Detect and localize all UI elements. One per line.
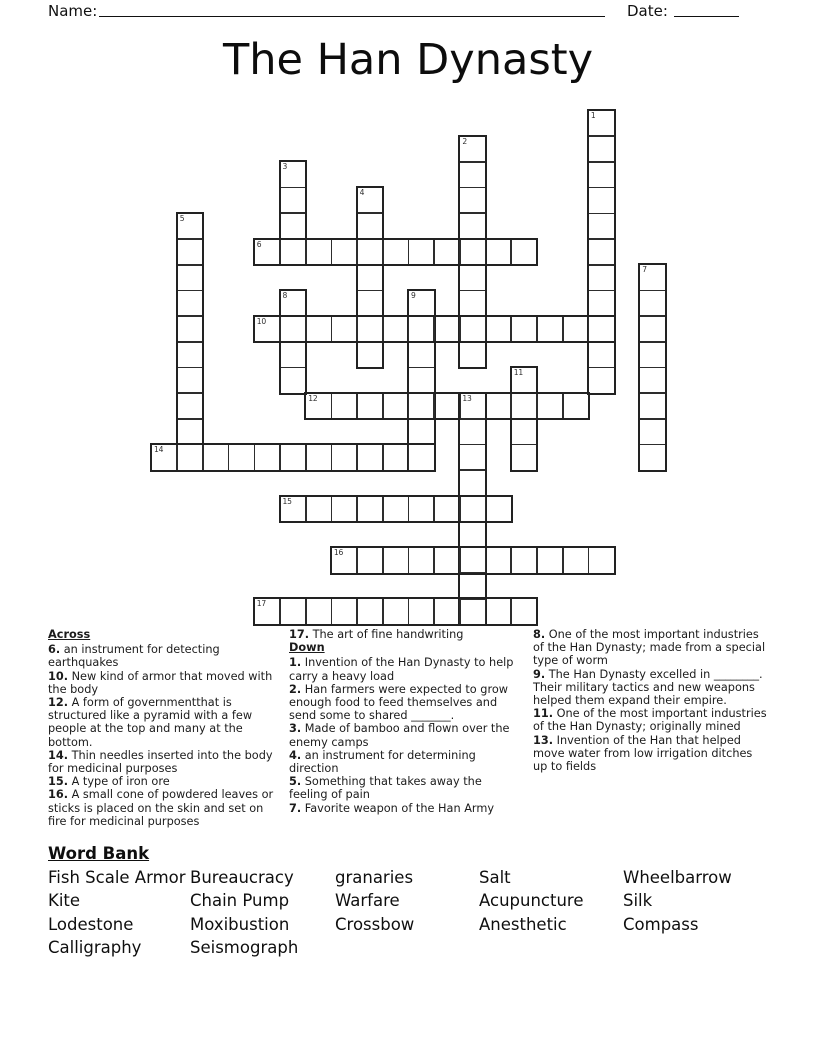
clue-number: 11. xyxy=(533,707,554,721)
word-bank-word: Seismograph xyxy=(190,937,299,957)
cell-divider xyxy=(589,264,614,266)
cell-number-5: 5 xyxy=(179,213,185,223)
cell-divider xyxy=(459,497,461,522)
clue-2: 2. Han farmers were expected to grow enough food to feed themselves and send some to shared _______. xyxy=(289,682,509,723)
cell-divider xyxy=(433,599,435,624)
clue-number: 10. xyxy=(48,669,69,683)
cell-divider xyxy=(305,240,307,265)
cell-divider xyxy=(589,290,614,292)
cell-number-7: 7 xyxy=(642,265,647,275)
cell-divider xyxy=(459,599,461,624)
cell-divider xyxy=(305,445,307,470)
cell-divider xyxy=(589,367,614,369)
cell-divider xyxy=(331,599,333,624)
cell-number-2: 2 xyxy=(462,136,468,146)
cell-divider xyxy=(331,240,333,265)
cell-divider xyxy=(408,497,410,522)
name-blank-line[interactable] xyxy=(99,1,605,17)
clues-heading-across: Across xyxy=(48,628,91,641)
word-5-down[interactable] xyxy=(176,212,205,472)
cell-divider xyxy=(305,317,307,342)
word-bank-word: Calligraphy xyxy=(48,937,142,957)
clue-7: 7. Favorite weapon of the Han Army xyxy=(289,801,495,815)
cell-divider xyxy=(536,548,538,573)
cell-number-13: 13 xyxy=(462,393,472,403)
cell-divider xyxy=(382,240,384,265)
cell-divider xyxy=(356,497,358,522)
cell-divider xyxy=(640,444,665,446)
word-bank-heading: Word Bank xyxy=(48,844,150,863)
cell-divider xyxy=(176,445,178,470)
cell-number-12: 12 xyxy=(308,393,318,403)
cell-divider xyxy=(460,187,485,189)
cell-divider xyxy=(640,341,665,343)
date-label: Date: xyxy=(627,2,668,20)
clue-10: 10. New kind of armor that moved with the body xyxy=(48,669,273,696)
clue-4: 4. an instrument for determining direction xyxy=(289,748,476,776)
clue-number: 15. xyxy=(48,775,69,789)
cell-divider xyxy=(485,240,487,265)
cell-divider xyxy=(228,445,230,470)
clue-6: 6. an instrument for detecting earthquakes xyxy=(48,643,220,670)
cell-divider xyxy=(510,394,512,419)
cell-divider xyxy=(562,548,564,573)
cell-divider xyxy=(178,315,203,317)
cell-divider xyxy=(408,548,410,573)
name-label: Name: xyxy=(48,2,98,20)
cell-divider xyxy=(281,212,306,214)
cell-divider xyxy=(460,418,485,420)
cell-divider xyxy=(408,445,410,470)
cell-divider xyxy=(356,445,358,470)
cell-divider xyxy=(356,599,358,624)
word-bank-word: Salt xyxy=(479,868,511,887)
cell-divider xyxy=(433,394,435,419)
cell-divider xyxy=(589,238,614,240)
cell-divider xyxy=(382,317,384,342)
cell-divider xyxy=(536,394,538,419)
cell-divider xyxy=(356,317,358,342)
word-bank-word: Anesthetic xyxy=(479,914,567,934)
cell-divider xyxy=(408,240,410,265)
cell-divider xyxy=(356,240,358,265)
cell-divider xyxy=(382,394,384,419)
cell-divider xyxy=(640,315,665,317)
clue-13: 13. Invention of the Han that helped move water from low irrigation ditches up to fields xyxy=(533,733,753,774)
cell-divider xyxy=(460,444,485,446)
cell-number-10: 10 xyxy=(256,316,267,326)
cell-divider xyxy=(459,317,461,342)
clue-16: 16. A small cone of powdered leaves or sticks is placed on the skin and set on fire for medicinal purposes xyxy=(48,788,274,828)
clue-number: 14. xyxy=(48,748,69,762)
cell-number-1: 1 xyxy=(590,111,596,120)
cell-divider xyxy=(382,497,384,522)
clues-column-2 xyxy=(289,628,522,815)
word-bank-word: Silk xyxy=(623,891,653,911)
word-10-across[interactable] xyxy=(253,315,616,344)
cell-divider xyxy=(589,161,614,163)
cell-divider xyxy=(562,317,564,342)
cell-divider xyxy=(382,599,384,624)
cell-divider xyxy=(331,394,333,419)
cell-divider xyxy=(460,161,485,163)
word-16-across[interactable] xyxy=(330,546,616,575)
word-14-across[interactable] xyxy=(150,443,436,472)
cell-divider xyxy=(178,238,203,240)
cell-divider xyxy=(281,367,306,369)
clue-14: 14. Thin needles inserted into the body for medicinal purposes xyxy=(48,748,273,776)
word-bank-word: Crossbow xyxy=(335,914,415,934)
cell-divider xyxy=(178,341,203,343)
cell-number-17: 17 xyxy=(256,599,267,609)
cell-divider xyxy=(178,290,203,292)
clue-number: 9. xyxy=(533,667,546,681)
cell-divider xyxy=(178,264,203,266)
clue-number: 12. xyxy=(48,696,69,710)
clues-heading-down: Down xyxy=(289,641,325,655)
cell-number-16: 16 xyxy=(333,547,344,557)
cell-number-4: 4 xyxy=(359,188,365,198)
clue-number: 7. xyxy=(289,801,302,815)
cell-divider xyxy=(279,317,281,342)
cell-divider xyxy=(356,548,358,573)
cell-number-14: 14 xyxy=(154,445,164,455)
word-bank-list xyxy=(48,866,770,959)
word-bank-word: Wheelbarrow xyxy=(623,868,732,887)
cell-divider xyxy=(459,548,461,573)
clue-8: 8. One of the most important industries of the Han Dynasty; made from a special type of worm xyxy=(533,628,766,668)
word-bank-word: Compass xyxy=(623,914,699,934)
cell-divider xyxy=(640,290,665,292)
clue-9: 9. The Han Dynasty excelled in ________. Their military tactics and new weapons helped them expand their empire. xyxy=(533,667,763,708)
word-bank-word: Warfare xyxy=(335,891,400,911)
cell-divider xyxy=(356,394,358,419)
cell-divider xyxy=(408,599,410,624)
word-bank-word: Lodestone xyxy=(48,914,134,934)
cell-divider xyxy=(485,317,487,342)
cell-divider xyxy=(433,497,435,522)
word-bank-word: Moxibustion xyxy=(190,914,290,934)
clue-number: 17. xyxy=(289,628,310,641)
cell-divider xyxy=(589,135,614,137)
word-1-down[interactable] xyxy=(587,109,616,395)
cell-divider xyxy=(409,367,434,369)
cell-divider xyxy=(178,367,203,369)
cell-divider xyxy=(640,367,665,369)
clues-column-1 xyxy=(48,628,279,828)
page-title: The Han Dynasty xyxy=(222,35,594,85)
cell-divider xyxy=(512,444,537,446)
cell-divider xyxy=(305,599,307,624)
cell-number-15: 15 xyxy=(282,496,292,506)
word-7-down[interactable] xyxy=(638,263,667,472)
cell-divider xyxy=(485,599,487,624)
clue-3: 3. Made of bamboo and flown over the enemy camps xyxy=(289,722,510,749)
cell-divider xyxy=(279,240,281,265)
cell-divider xyxy=(331,317,333,342)
clue-5: 5. Something that takes away the feeling of pain xyxy=(289,775,482,802)
cell-divider xyxy=(589,187,614,189)
clues-column-3 xyxy=(533,628,769,773)
word-bank-word: Chain Pump xyxy=(190,891,290,911)
word-bank-word: Fish Scale Armor xyxy=(48,868,186,887)
cell-divider xyxy=(510,548,512,573)
cell-divider xyxy=(408,394,410,419)
clue-11: 11. One of the most important industries of the Han Dynasty; originally mined xyxy=(533,707,767,734)
cell-divider xyxy=(279,445,281,470)
cell-divider xyxy=(433,240,435,265)
cell-divider xyxy=(178,418,203,420)
cell-divider xyxy=(433,317,435,342)
cell-number-9: 9 xyxy=(411,290,416,300)
cell-divider xyxy=(588,317,590,342)
cell-number-11: 11 xyxy=(513,368,524,377)
clue-number: 2. xyxy=(289,682,302,696)
word-bank-word: Acupuncture xyxy=(479,891,584,911)
clue-number: 5. xyxy=(289,775,302,789)
cell-divider xyxy=(510,317,512,342)
cell-divider xyxy=(460,290,485,292)
cell-divider xyxy=(459,240,461,265)
clue-17: 17. The art of fine handwriting xyxy=(289,628,464,641)
date-blank-line[interactable] xyxy=(674,1,739,17)
cell-number-6: 6 xyxy=(256,239,262,249)
word-15-across[interactable] xyxy=(279,495,513,524)
word-17-across[interactable] xyxy=(253,597,539,626)
cell-divider xyxy=(510,240,512,265)
cell-divider xyxy=(640,392,665,394)
cell-divider xyxy=(281,187,306,189)
word-bank-word: granaries xyxy=(335,868,414,887)
clue-number: 3. xyxy=(289,722,302,736)
cell-divider xyxy=(254,445,256,470)
cell-divider xyxy=(279,599,281,624)
clue-number: 1. xyxy=(289,656,302,670)
cell-divider xyxy=(331,497,333,522)
cell-divider xyxy=(178,392,203,394)
clue-number: 4. xyxy=(289,748,302,762)
cell-divider xyxy=(358,290,383,292)
clue-15: 15. A type of iron ore xyxy=(48,775,170,789)
clue-number: 13. xyxy=(533,733,554,747)
word-bank-word: Kite xyxy=(48,891,81,911)
cell-divider xyxy=(588,548,590,573)
word-12-across[interactable] xyxy=(304,392,590,421)
clue-number: 16. xyxy=(48,788,69,802)
cell-divider xyxy=(433,548,435,573)
cell-divider xyxy=(305,497,307,522)
cell-divider xyxy=(485,497,487,522)
cell-divider xyxy=(382,548,384,573)
cell-divider xyxy=(382,445,384,470)
cell-divider xyxy=(408,317,410,342)
clue-number: 8. xyxy=(533,628,546,641)
cell-divider xyxy=(640,418,665,420)
cell-divider xyxy=(562,394,564,419)
word-bank-word: Bureaucracy xyxy=(190,868,294,887)
cell-divider xyxy=(536,317,538,342)
word-6-across[interactable] xyxy=(253,238,539,267)
cell-divider xyxy=(460,212,485,214)
cell-divider xyxy=(202,445,204,470)
cell-divider xyxy=(331,445,333,470)
cell-number-8: 8 xyxy=(282,290,288,300)
cell-divider xyxy=(485,548,487,573)
cell-divider xyxy=(589,213,614,215)
cell-divider xyxy=(510,599,512,624)
cell-number-3: 3 xyxy=(282,162,288,172)
clue-1: 1. Invention of the Han Dynasty to help carry a heavy load xyxy=(289,656,514,683)
cell-divider xyxy=(358,212,383,214)
cell-divider xyxy=(460,469,485,471)
clue-number: 6. xyxy=(48,643,61,657)
clue-12: 12. A form of governmentthat is structured like a pyramid with a few people at the top and many at the bottom. xyxy=(48,696,253,749)
